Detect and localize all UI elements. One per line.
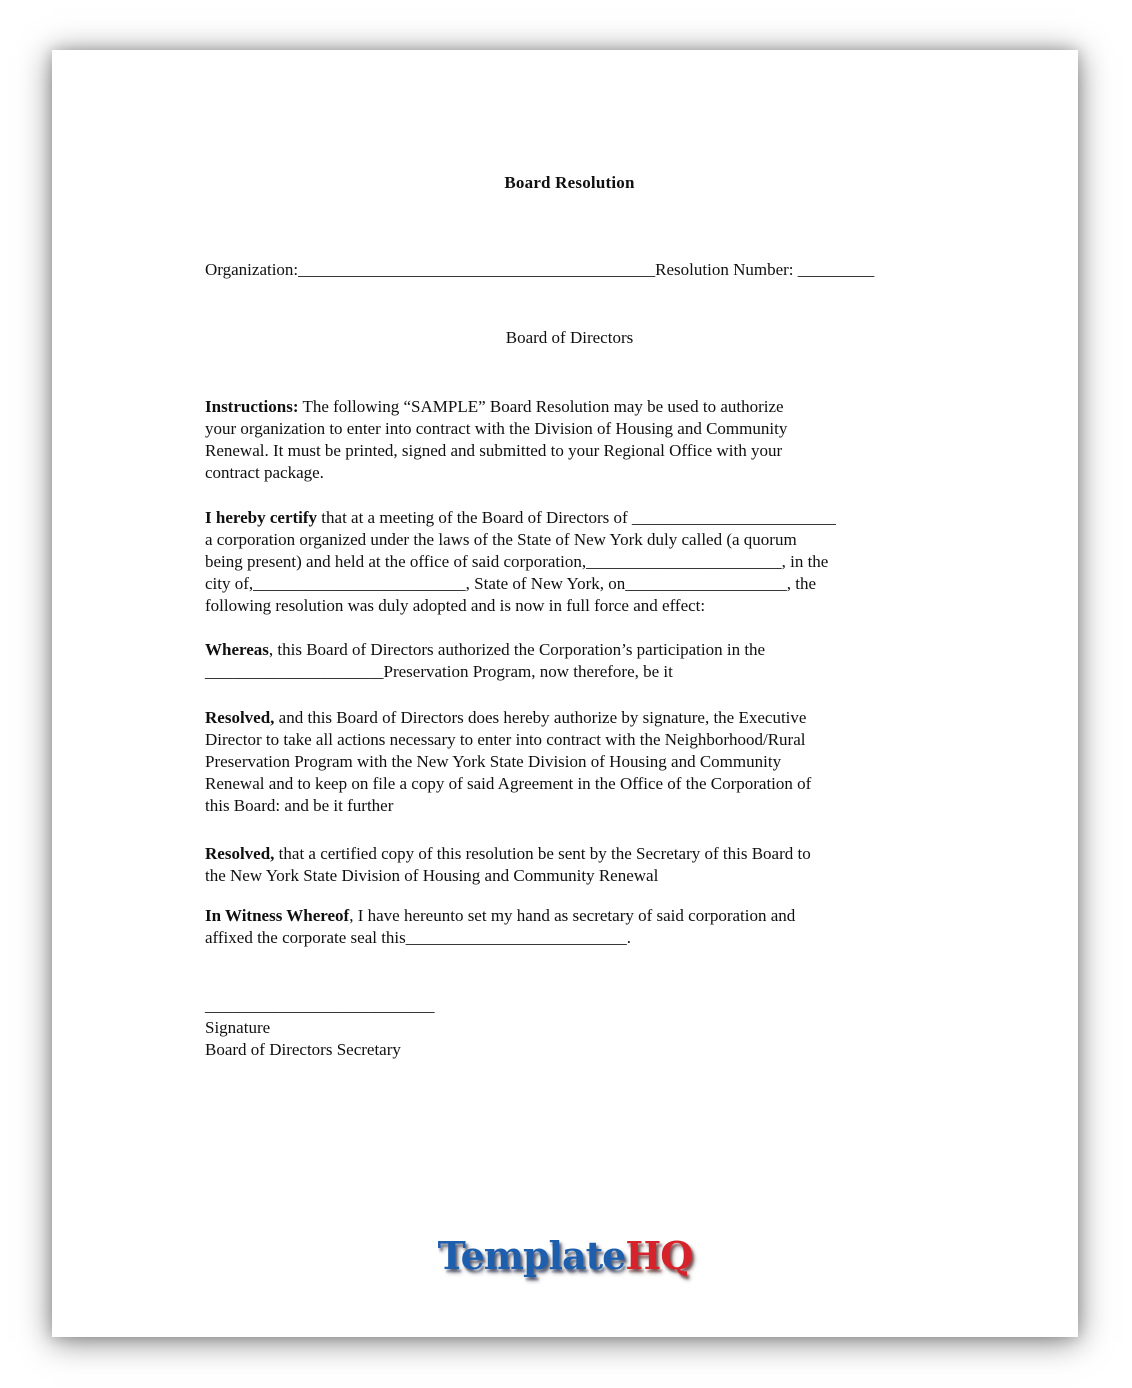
logo-template-text: Template xyxy=(437,1233,626,1278)
text-line: a corporation organized under the laws of the State of New York duly called (a quorum xyxy=(205,530,797,549)
signature-label: Signature xyxy=(205,1018,271,1037)
page-title: Board Resolution xyxy=(504,173,635,192)
paragraph-certify xyxy=(205,507,934,617)
text-line: the New York State Division of Housing and Community Renewal xyxy=(205,866,659,885)
text-line: Preservation Program with the New York State Division of Housing and Community xyxy=(205,752,782,771)
bold-lead: I hereby certify xyxy=(205,508,318,527)
text-line: Renewal and to keep on file a copy of said Agreement in the Office of the Corporation of xyxy=(205,774,812,793)
organization-blank: __________________________________________ xyxy=(298,260,656,279)
text-line: Director to take all actions necessary to enter into contract with the Neighborhood/Rural xyxy=(205,730,806,749)
organization-label: Organization: xyxy=(205,260,299,279)
bold-lead: Whereas xyxy=(205,640,269,659)
text-line: Renewal. It must be printed, signed and submitted to your Regional Office with your xyxy=(205,441,783,460)
line-text: that at a meeting of the Board of Directors of ________________________ xyxy=(317,508,836,527)
paragraph-instructions xyxy=(205,396,934,484)
text-line xyxy=(205,905,934,927)
bold-lead: Resolved, xyxy=(205,844,275,863)
signature-block xyxy=(205,995,934,1061)
text-line xyxy=(205,507,934,529)
text-line xyxy=(205,639,934,661)
paragraph-whereas xyxy=(205,639,934,683)
text-line xyxy=(205,396,934,418)
resolution-number-blank: _________ xyxy=(797,260,875,279)
line-text: , I have hereunto set my hand as secretary of said corporation and xyxy=(349,906,796,925)
bold-lead: Instructions: xyxy=(205,397,299,416)
signature-role: Board of Directors Secretary xyxy=(205,1040,401,1059)
line-text: The following “SAMPLE” Board Resolution may be used to authorize xyxy=(298,397,784,416)
paragraph-resolved-1 xyxy=(205,707,934,817)
templatehq-logo xyxy=(52,1232,1078,1280)
text-line xyxy=(205,843,934,865)
paragraph-resolved-2 xyxy=(205,843,934,887)
text-line: your organization to enter into contract with the Division of Housing and Community xyxy=(205,419,788,438)
signature-line: ___________________________ xyxy=(205,996,435,1015)
text-line: contract package. xyxy=(205,463,324,482)
line-text: , this Board of Directors authorized the Corporation’s participation in the xyxy=(268,640,766,659)
organization-row xyxy=(205,259,934,281)
bold-lead: Resolved, xyxy=(205,708,275,727)
text-line: city of,_________________________, State of New York, on___________________, the xyxy=(205,574,817,593)
doc-subtitle: Board of Directors xyxy=(505,328,634,347)
text-line: being present) and held at the office of said corporation,_______________________, in the xyxy=(205,552,829,571)
bold-lead: In Witness Whereof xyxy=(205,906,350,925)
logo-hq-text: HQ xyxy=(625,1233,693,1278)
line-text: and this Board of Directors does hereby authorize by signature, the Executive xyxy=(274,708,807,727)
document-content xyxy=(52,50,1078,1061)
text-line: following resolution was duly adopted and is now in full force and effect: xyxy=(205,596,706,615)
line-text: that a certified copy of this resolution be sent by the Secretary of this Board to xyxy=(274,844,811,863)
text-line: affixed the corporate seal this__________________________. xyxy=(205,928,632,947)
text-line: _____________________Preservation Program, now therefore, be it xyxy=(205,662,673,681)
paragraph-witness xyxy=(205,905,934,949)
document-page xyxy=(52,50,1078,1337)
text-line xyxy=(205,707,934,729)
resolution-number-label: Resolution Number: xyxy=(655,260,798,279)
text-line: this Board: and be it further xyxy=(205,796,394,815)
